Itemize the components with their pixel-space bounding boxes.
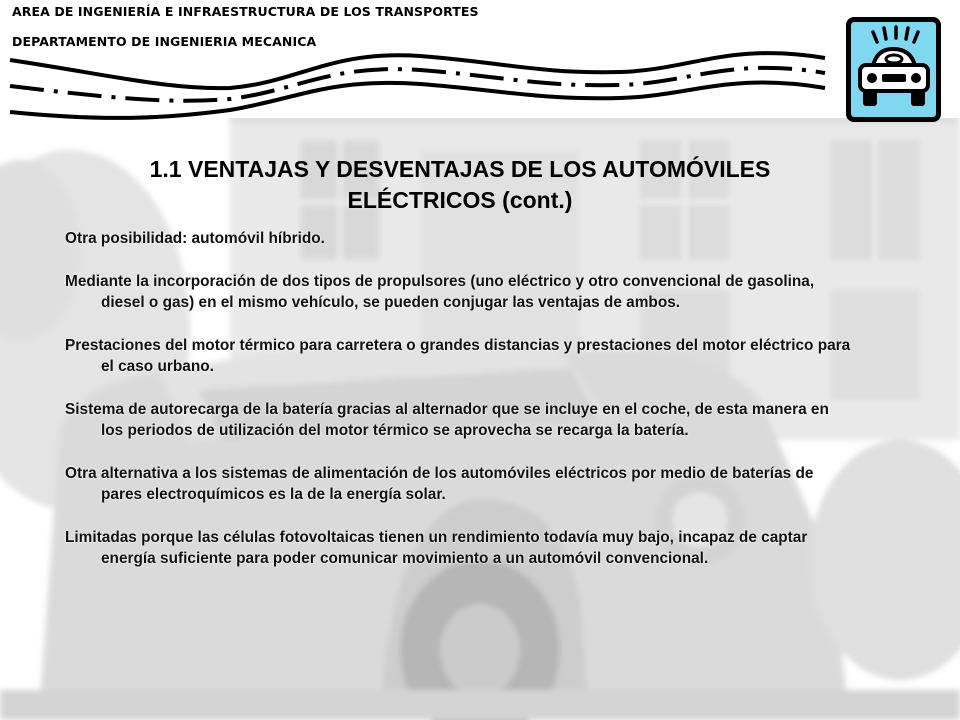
content-body: [65, 228, 855, 591]
road-decoration: [0, 50, 840, 120]
paragraph-recharge: Sistema de autorecarga de la batería gracias al alternador que se incluye en el coche, de esta manera en los periodos de utilización del motor térmico se aprovecha se recarga la batería.: [65, 401, 829, 439]
paragraph-propulsion: Mediante la incorporación de dos tipos de propulsores (uno eléctrico y otro convencional de gasolina, diesel o gas) en el mismo vehículo, se pueden conjugar las ventajas de ambos.: [65, 273, 815, 311]
slide-title-line-2: ELÉCTRICOS (cont.): [347, 187, 573, 213]
paragraph-hybrid: Otra posibilidad: automóvil híbrido.: [65, 230, 325, 247]
logo-badge: [846, 17, 941, 122]
paragraph-solar: Otra alternativa a los sistemas de alimentación de los automóviles eléctricos por medio de baterías de pares electroquímicos es la de la energía solar.: [65, 465, 814, 503]
slide-title: [60, 154, 860, 216]
paragraph-performance: Prestaciones del motor térmico para carretera o grandes distancias y prestaciones del motor eléctrico para el caso urbano.: [65, 337, 851, 375]
paragraph-limitations: Limitadas porque las células fotovoltaicas tienen un rendimiento todavía muy bajo, incapaz de captar energía suficiente para poder comunicar movimiento a un automóvil convencional.: [65, 529, 808, 567]
header-department-title: DEPARTAMENTO DE INGENIERIA MECANICA: [12, 34, 317, 49]
car-icon: [851, 22, 936, 117]
slide-title-line-1: 1.1 VENTAJAS Y DESVENTAJAS DE LOS AUTOMÓVILES: [149, 156, 771, 182]
header-area-title: AREA DE INGENIERÍA E INFRAESTRUCTURA DE LOS TRANSPORTES: [12, 4, 479, 19]
